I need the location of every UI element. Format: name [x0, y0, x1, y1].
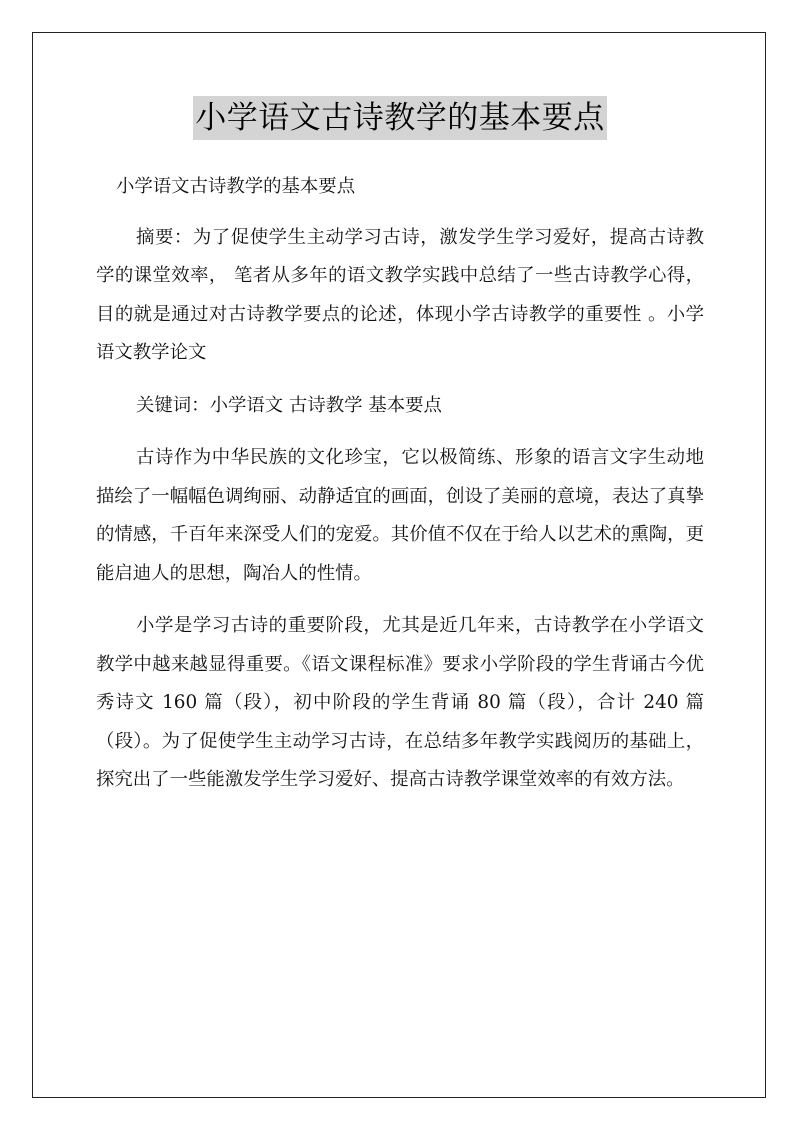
body-paragraph-1: 古诗作为中华民族的文化珍宝，它以极简练、形象的语言文字生动地描绘了一幅幅色调绚丽、动静适宜的画面，创设了美丽的意境，表达了真挚的情感，千百年来深受人们的宠爱。其价值不仅在于给人以艺术的熏陶，更能启迪人的思想，陶冶人的性情。 — [96, 447, 704, 584]
body-paragraph-2: 小学是学习古诗的重要阶段，尤其是近几年来，古诗教学在小学语文教学中越来越显得重要。《语文课程标准》要求小学阶段的学生背诵古今优秀诗文 160 篇（段），初中阶段的学生背诵 80 篇（段），合计 240 篇（段）。为了促使学生主动学习古诗，在总结多年教学实践阅历的基础上，探究出了一些能激发学生学习爱好、提高古诗教学课堂效率的有效方法。 — [96, 615, 704, 790]
abstract-paragraph: 摘要：为了促使学生主动学习古诗，激发学生学习爱好，提高古诗教学的课堂效率， 笔者从多年的语文教学实践中总结了一些古诗教学心得，目的就是通过对古诗教学要点的论述，体现小学古诗教学的重要性 。小学语文教学论文 — [96, 226, 704, 363]
title-area — [0, 96, 800, 140]
document-subtitle: 小学语文古诗教学的基本要点 — [116, 176, 356, 197]
keywords-line: 关键词：小学语文 古诗教学 基本要点 — [136, 394, 442, 416]
document-title: 小学语文古诗教学的基本要点 — [193, 96, 607, 140]
document-body — [96, 168, 704, 814]
